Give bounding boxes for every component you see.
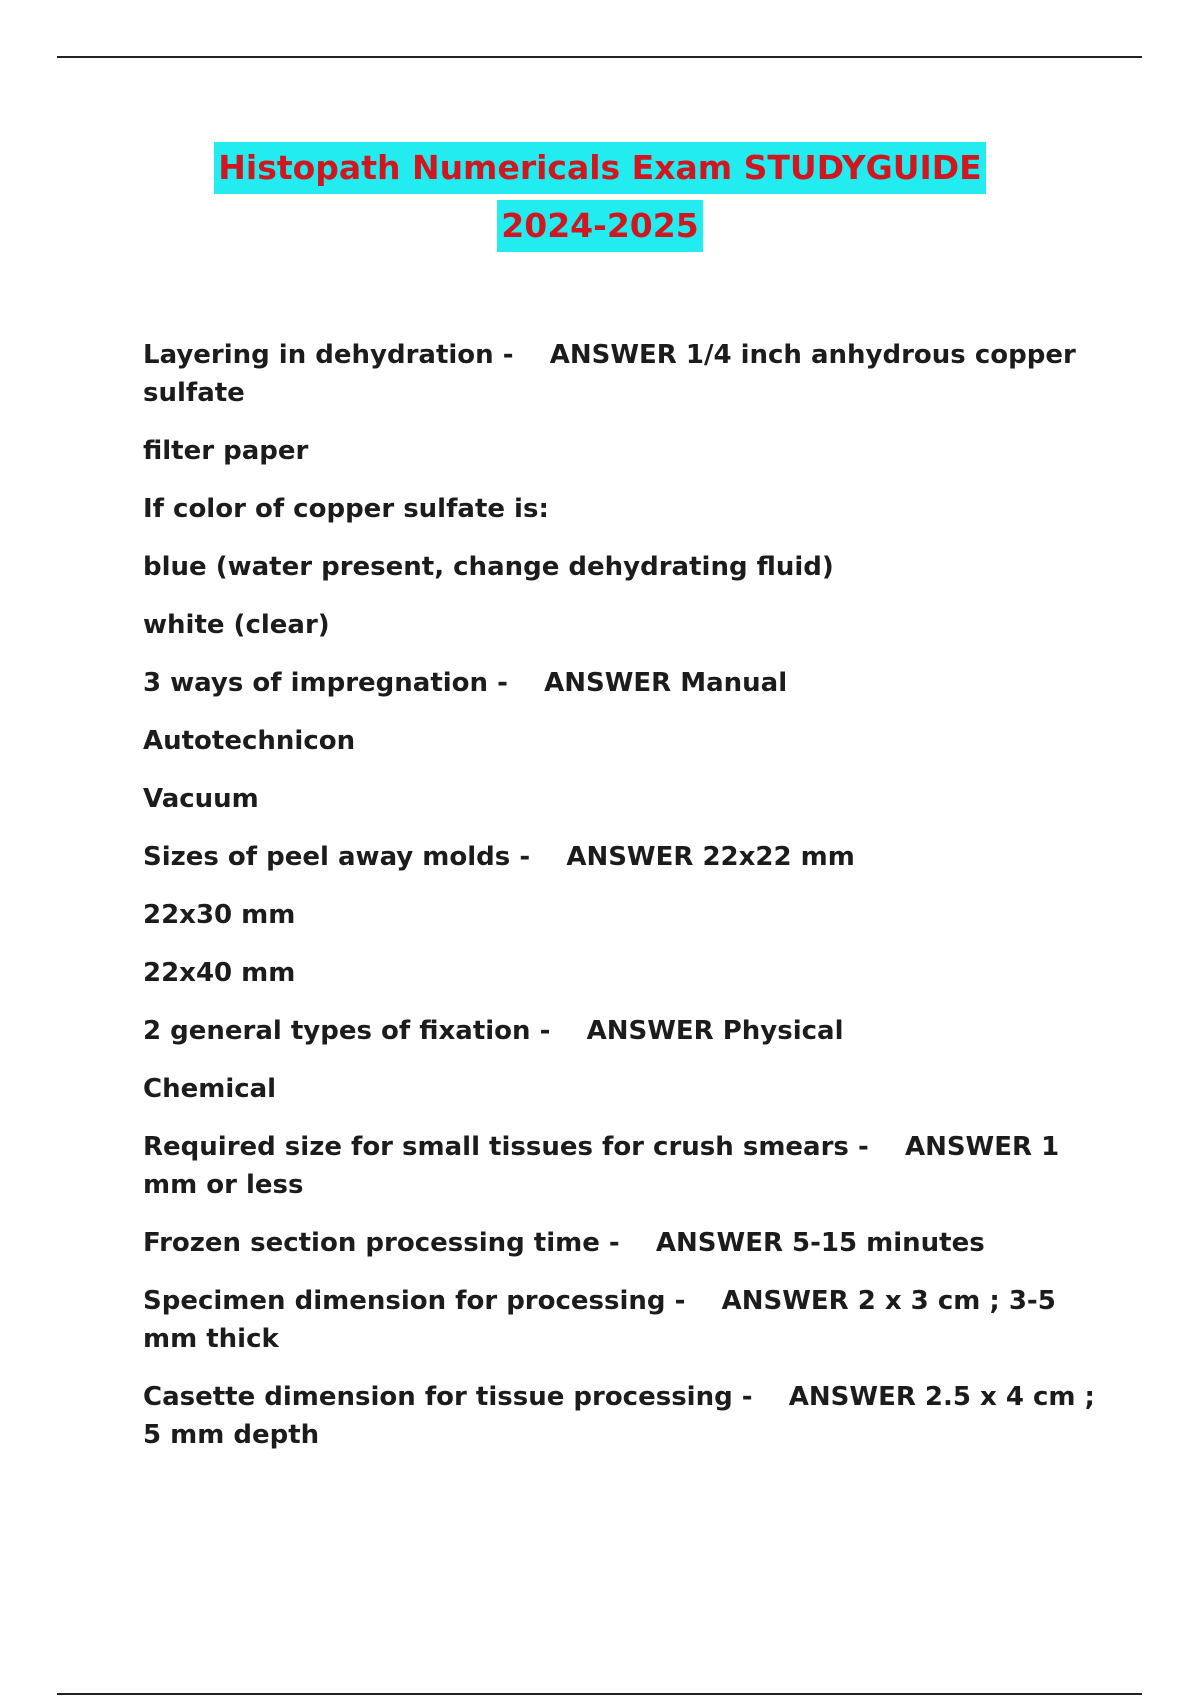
top-divider (57, 56, 1142, 58)
answer-continuation: 22x40 mm (143, 958, 296, 988)
qa-entry: Layering in dehydration - ANSWER 1/4 inch anhydrous copper sulfate (143, 340, 1076, 408)
qa-entry: Frozen section processing time - ANSWER 5-15 minutes (143, 1228, 985, 1258)
bottom-divider (57, 1693, 1142, 1695)
answer-continuation: filter paper (143, 436, 309, 466)
qa-entry: 3 ways of impregnation - ANSWER Manual (143, 668, 788, 698)
answer-continuation: Vacuum (143, 784, 259, 814)
answer-continuation: If color of copper sulfate is: (143, 494, 549, 524)
qa-entry: Specimen dimension for processing - ANSWER 2 x 3 cm ; 3-5 mm thick (143, 1286, 1056, 1354)
answer-continuation: Chemical (143, 1074, 277, 1104)
answer-continuation: 22x30 mm (143, 900, 296, 930)
answer-continuation: Autotechnicon (143, 726, 356, 756)
qa-entry: Casette dimension for tissue processing - ANSWER 2.5 x 4 cm ; 5 mm depth (143, 1382, 1095, 1450)
qa-entry: 2 general types of fixation - ANSWER Physical (143, 1016, 844, 1046)
title-line-2: 2024-2025 (497, 200, 702, 252)
qa-entry: Required size for small tissues for crush smears - ANSWER 1 mm or less (143, 1132, 1060, 1200)
document-title (0, 142, 1200, 252)
title-line-1: Histopath Numericals Exam STUDYGUIDE (214, 142, 985, 194)
answer-continuation: white (clear) (143, 610, 330, 640)
qa-entry: Sizes of peel away molds - ANSWER 22x22 mm (143, 842, 855, 872)
study-guide-content (143, 336, 1103, 1474)
answer-continuation: blue (water present, change dehydrating fluid) (143, 552, 834, 582)
